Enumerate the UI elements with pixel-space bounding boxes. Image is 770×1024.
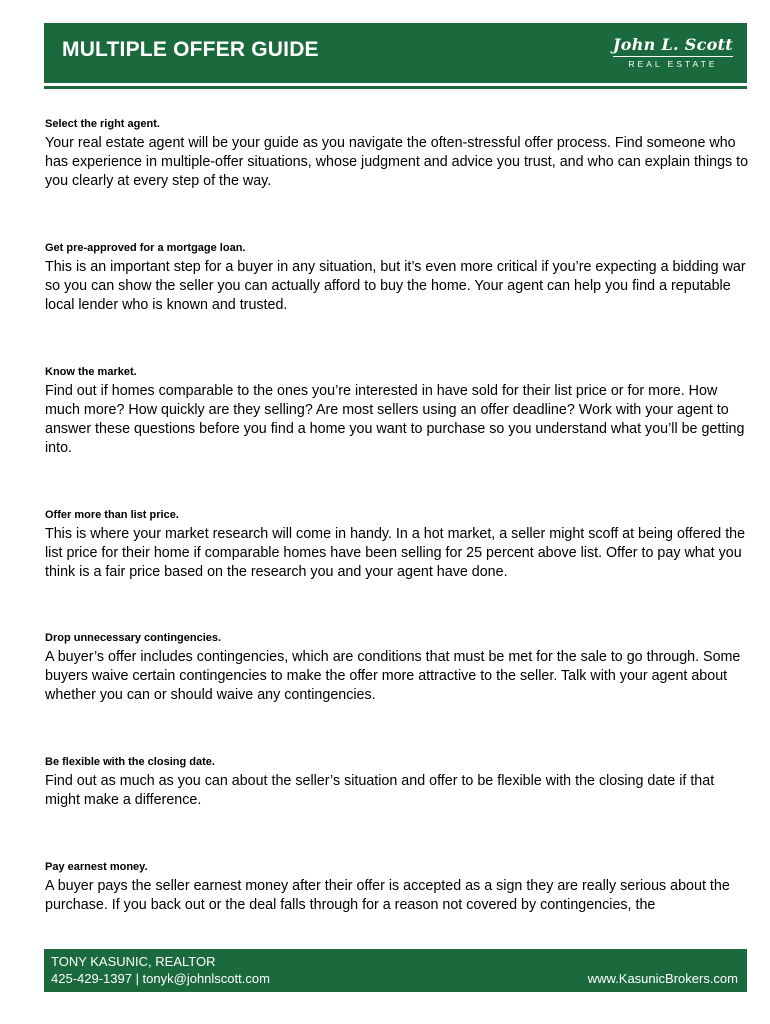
section-body: A buyer’s offer includes contingencies, which are conditions that must be met for the sale to go through. Some buyers waive certain contingencies to make the offer more attractive to the seller. Talk with your agent about whether you can or should waive any contingencies. bbox=[45, 649, 741, 703]
brand-logo bbox=[613, 35, 733, 69]
section-heading: Offer more than list price. bbox=[45, 509, 179, 521]
section-heading: Drop unnecessary contingencies. bbox=[45, 632, 222, 644]
section-body: Find out if homes comparable to the ones you’re interested in have sold for their list price or for more. How much more? How quickly are they selling? Are most sellers using an offer deadline? Work with your agent to answer these questions before you find a home you want to purchase so you understand what you’ll be getting into. bbox=[45, 383, 745, 456]
header-divider bbox=[44, 86, 747, 89]
logo-name: John L. Scott bbox=[612, 35, 733, 54]
website-link[interactable]: www.KasunicBrokers.com bbox=[587, 971, 738, 986]
section-earnest-money bbox=[45, 861, 750, 915]
section-heading: Know the market. bbox=[45, 366, 137, 378]
section-contingencies bbox=[45, 632, 750, 705]
agent-contact: 425-429-1397 | tonyk@johnlscott.com bbox=[51, 971, 270, 986]
section-heading: Get pre-approved for a mortgage loan. bbox=[45, 242, 246, 254]
footer-banner bbox=[44, 949, 747, 992]
agent-name: TONY KASUNIC, REALTOR bbox=[51, 954, 216, 969]
section-body: Your real estate agent will be your guide as you navigate the often-stressful offer process. Find someone who has experience in multiple-offer situations, whose judgment and advice you trust, and who can explain things to you clearly at every step of the way. bbox=[45, 135, 749, 189]
section-heading: Select the right agent. bbox=[45, 118, 160, 130]
section-heading: Pay earnest money. bbox=[45, 861, 148, 873]
section-body: A buyer pays the seller earnest money after their offer is accepted as a sign they are really serious about the purchase. If you back out or the deal falls through for a reason not covered by contingencies, the bbox=[45, 878, 730, 913]
section-offer-more bbox=[45, 509, 750, 582]
section-know-market bbox=[45, 366, 750, 458]
section-closing-date bbox=[45, 756, 750, 810]
section-body: This is an important step for a buyer in any situation, but it’s even more critical if you’re expecting a bidding war so you can show the seller you can actually afford to buy the home. Your agent can help you find a reputable local lender who is known and trusted. bbox=[45, 259, 746, 313]
logo-subtitle: REAL ESTATE bbox=[628, 59, 718, 69]
section-heading: Be flexible with the closing date. bbox=[45, 756, 215, 768]
logo-divider bbox=[613, 56, 733, 57]
section-body: This is where your market research will come in handy. In a hot market, a seller might scoff at being offered the list price for their home if comparable homes have been selling for 25 percent above list. Offer to pay what you think is a fair price based on the research you and your agent have done. bbox=[45, 526, 746, 580]
header-banner bbox=[44, 23, 747, 83]
page-title: MULTIPLE OFFER GUIDE bbox=[62, 38, 319, 61]
section-body: Find out as much as you can about the seller’s situation and offer to be flexible with the closing date if that might make a difference. bbox=[45, 773, 715, 808]
section-pre-approval bbox=[45, 242, 750, 315]
section-select-agent bbox=[45, 118, 750, 191]
